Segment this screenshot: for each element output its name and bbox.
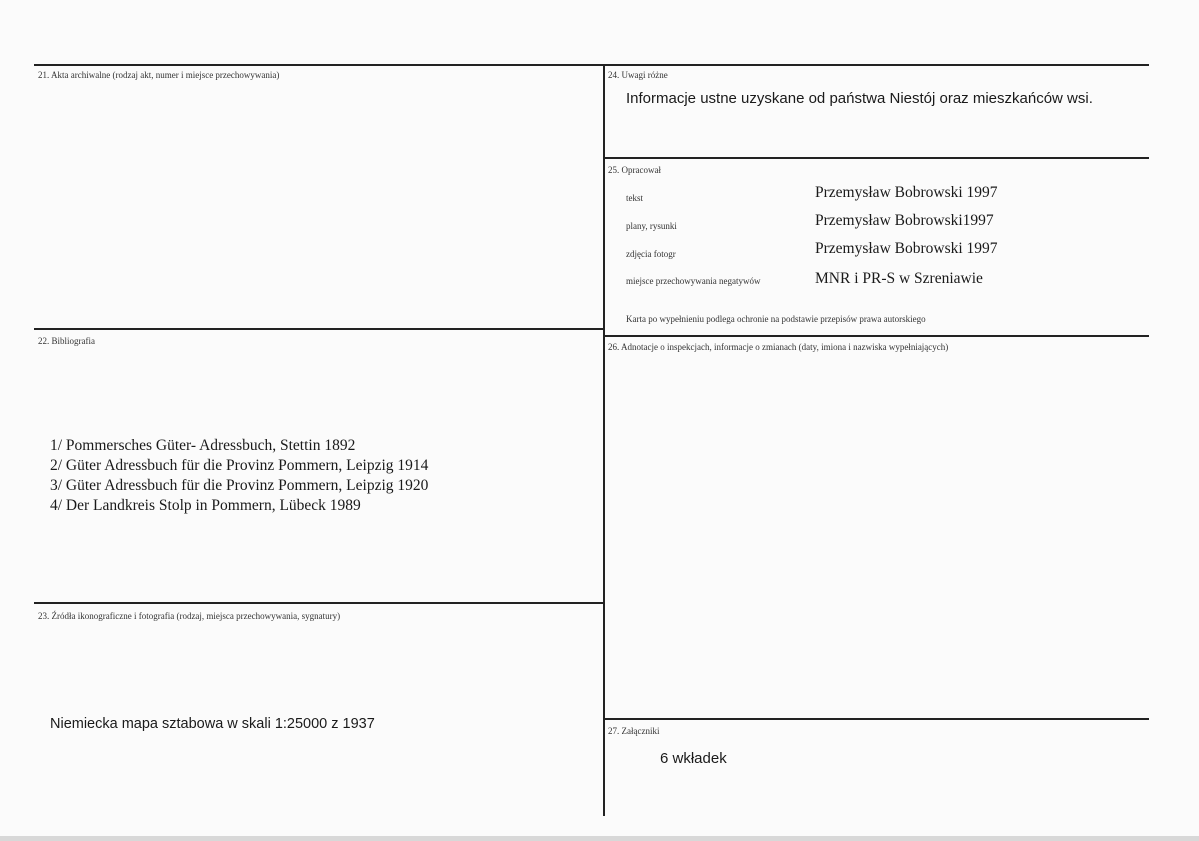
- rule-25-top: [604, 157, 1149, 159]
- top-rule-left: [34, 64, 604, 66]
- center-divider: [603, 64, 605, 816]
- section-21-label: 21. Akta archiwalne (rodzaj akt, numer i miejsce przechowywania): [38, 70, 280, 80]
- section-27-value: 6 wkładek: [660, 750, 727, 767]
- section-22-label: 22. Bibliografia: [38, 336, 95, 346]
- section-27-label: 27. Załączniki: [608, 726, 660, 736]
- rule-26-top: [604, 335, 1149, 337]
- opracowal-row-value: Przemysław Bobrowski1997: [815, 212, 994, 229]
- bibliography-item: 4/ Der Landkreis Stolp in Pommern, Lübeck 1989: [50, 497, 361, 514]
- opracowal-row-value: Przemysław Bobrowski 1997: [815, 184, 998, 201]
- opracowal-row-label: zdjęcia fotogr: [626, 249, 676, 259]
- opracowal-row-label: miejsce przechowywania negatywów: [626, 276, 761, 286]
- opracowal-row-value: MNR i PR-S w Szreniawie: [815, 270, 983, 287]
- bibliography-item: 2/ Güter Adressbuch für die Provinz Pommern, Leipzig 1914: [50, 457, 429, 474]
- section-23-value: Niemiecka mapa sztabowa w skali 1:25000 z 1937: [50, 716, 375, 732]
- bibliography-item: 3/ Güter Adressbuch für die Provinz Pommern, Leipzig 1920: [50, 477, 429, 494]
- copyright-note: Karta po wypełnieniu podlega ochronie na podstawie przepisów prawa autorskiego: [626, 314, 926, 324]
- section-24-value: Informacje ustne uzyskane od państwa Niestój oraz mieszkańców wsi.: [626, 90, 1093, 107]
- rule-23-top: [34, 602, 604, 604]
- section-23-label: 23. Źródła ikonograficzne i fotografia (rodzaj, miejsca przechowywania, sygnatury): [38, 611, 341, 621]
- section-26-label: 26. Adnotacje o inspekcjach, informacje o zmianach (daty, imiona i nazwiska wypełniających): [608, 342, 949, 352]
- page-bottom-edge: [0, 836, 1199, 841]
- bibliography-item: 1/ Pommersches Güter- Adressbuch, Stettin 1892: [50, 437, 356, 454]
- opracowal-row-value: Przemysław Bobrowski 1997: [815, 240, 998, 257]
- opracowal-row-label: tekst: [626, 193, 643, 203]
- rule-27-top: [604, 718, 1149, 720]
- top-rule-right: [604, 64, 1149, 66]
- rule-22-top: [34, 328, 604, 330]
- section-24-label: 24. Uwagi różne: [608, 70, 668, 80]
- bibliography-list: [50, 436, 428, 516]
- section-25-label: 25. Opracował: [608, 165, 661, 175]
- opracowal-row-label: plany, rysunki: [626, 221, 677, 231]
